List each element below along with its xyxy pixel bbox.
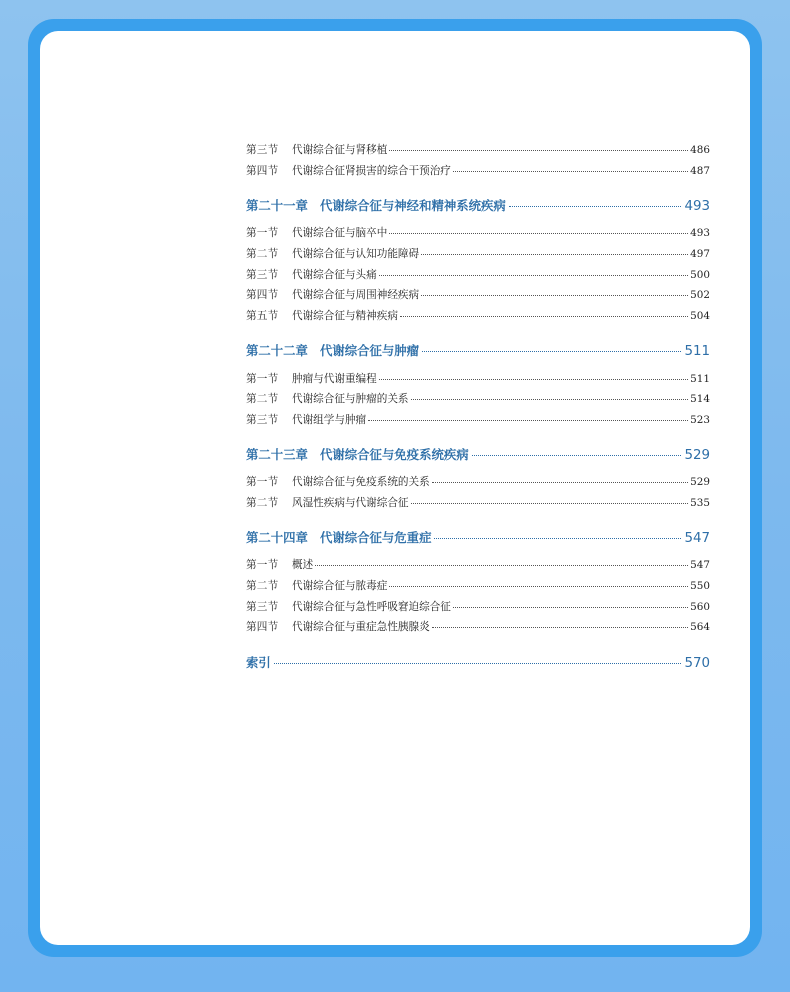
section-number: 第一节 <box>246 373 279 385</box>
section-number: 第三节 <box>246 144 279 156</box>
page-number: 523 <box>690 414 710 426</box>
toc-section-row[interactable] <box>246 619 710 633</box>
page-number: 500 <box>690 269 710 281</box>
section-number: 第四节 <box>246 165 279 177</box>
page-number: 535 <box>690 497 710 509</box>
section-title: 代谢综合征与急性呼吸窘迫综合征 <box>292 601 451 613</box>
chapter-number: 第二十四章 <box>246 530 308 545</box>
toc-section-row[interactable] <box>246 225 710 239</box>
section-number: 第四节 <box>246 621 279 633</box>
chapter-number: 第二十一章 <box>246 198 308 213</box>
toc-section-row[interactable] <box>246 371 710 385</box>
toc-section-row[interactable] <box>246 267 710 281</box>
section-title: 代谢综合征与脓毒症 <box>292 580 388 592</box>
section-number: 第五节 <box>246 310 279 322</box>
dot-leader <box>422 351 681 352</box>
section-number: 第二节 <box>246 580 279 592</box>
toc-section-row[interactable] <box>246 495 710 509</box>
page-number: 511 <box>684 344 710 359</box>
page-number: 550 <box>690 580 710 592</box>
dot-leader <box>389 586 688 587</box>
toc-section-row[interactable] <box>246 391 710 405</box>
section-number: 第三节 <box>246 601 279 613</box>
page-number: 497 <box>690 248 710 260</box>
dot-leader <box>421 254 688 255</box>
page-number: 487 <box>690 165 710 177</box>
toc-section-row[interactable] <box>246 578 710 592</box>
dot-leader <box>432 627 688 628</box>
dot-leader <box>411 399 689 400</box>
page-number: 493 <box>690 227 710 239</box>
page-number: 514 <box>690 393 710 405</box>
toc-chapter-row[interactable] <box>246 341 710 359</box>
section-title: 风湿性疾病与代谢综合征 <box>292 497 409 509</box>
chapter-title: 代谢综合征与神经和精神系统疾病 <box>319 198 506 213</box>
page-number: 564 <box>690 621 710 633</box>
outer-frame <box>28 19 762 957</box>
chapter-number: 第二十三章 <box>246 447 308 462</box>
dot-leader <box>389 233 688 234</box>
section-number: 第一节 <box>246 476 279 488</box>
section-number: 第一节 <box>246 227 279 239</box>
dot-leader <box>368 420 688 421</box>
chapter-number: 第二十二章 <box>246 343 308 358</box>
section-title: 代谢综合征肾损害的综合干预治疗 <box>292 165 451 177</box>
section-title: 代谢综合征与头痛 <box>292 269 377 281</box>
section-title: 代谢综合征与肿瘤的关系 <box>292 393 409 405</box>
toc-section-row[interactable] <box>246 163 710 177</box>
page-number: 502 <box>690 289 710 301</box>
page-number: 547 <box>684 531 710 546</box>
section-title: 代谢综合征与脑卒中 <box>292 227 388 239</box>
page-number: 486 <box>690 144 710 156</box>
dot-leader <box>379 379 688 380</box>
page-number: 529 <box>684 448 710 463</box>
chapter-title: 代谢综合征与肿瘤 <box>319 343 420 358</box>
toc-index-row[interactable] <box>246 653 710 671</box>
dot-leader <box>434 538 681 539</box>
page-number: 570 <box>684 656 710 671</box>
dot-leader <box>421 295 688 296</box>
section-title: 肿瘤与代谢重编程 <box>292 373 377 385</box>
toc-section-row[interactable] <box>246 246 710 260</box>
toc-section-row[interactable] <box>246 308 710 322</box>
section-number: 第四节 <box>246 289 279 301</box>
section-number: 第二节 <box>246 393 279 405</box>
section-title: 代谢综合征与重症急性胰腺炎 <box>292 621 430 633</box>
section-number: 第二节 <box>246 248 279 260</box>
section-number: 第三节 <box>246 414 279 426</box>
chapter-title: 代谢综合征与免疫系统疾病 <box>319 447 469 462</box>
section-title: 代谢组学与肿瘤 <box>292 414 367 426</box>
section-title: 代谢综合征与免疫系统的关系 <box>292 476 430 488</box>
toc-section-row[interactable] <box>246 474 710 488</box>
dot-leader <box>389 150 688 151</box>
page-number: 547 <box>690 559 710 571</box>
page-sheet <box>40 31 750 945</box>
dot-leader <box>274 663 682 664</box>
section-number: 第二节 <box>246 497 279 509</box>
section-number: 第三节 <box>246 269 279 281</box>
dot-leader <box>472 455 682 456</box>
section-title: 概述 <box>292 559 314 571</box>
toc-chapter-row[interactable] <box>246 196 710 214</box>
dot-leader <box>400 316 688 317</box>
page-number: 493 <box>684 199 710 214</box>
dot-leader <box>453 171 688 172</box>
chapter-title: 代谢综合征与危重症 <box>319 530 432 545</box>
dot-leader <box>379 275 688 276</box>
toc-chapter-row[interactable] <box>246 445 710 463</box>
index-title: 索引 <box>246 655 271 670</box>
page-number: 511 <box>690 373 710 385</box>
dot-leader <box>411 503 689 504</box>
page-number: 560 <box>690 601 710 613</box>
dot-leader <box>432 482 688 483</box>
toc-section-row[interactable] <box>246 412 710 426</box>
section-title: 代谢综合征与精神疾病 <box>292 310 398 322</box>
page-number: 504 <box>690 310 710 322</box>
dot-leader <box>315 565 688 566</box>
toc-section-row[interactable] <box>246 599 710 613</box>
section-title: 代谢综合征与周围神经疾病 <box>292 289 420 301</box>
toc-section-row[interactable] <box>246 142 710 156</box>
page-number: 529 <box>690 476 710 488</box>
section-title: 代谢综合征与认知功能障碍 <box>292 248 420 260</box>
toc-chapter-row[interactable] <box>246 528 710 546</box>
section-title: 代谢综合征与肾移植 <box>292 144 388 156</box>
toc-section-row[interactable] <box>246 287 710 301</box>
dot-leader <box>453 607 688 608</box>
toc-section-row[interactable] <box>246 557 710 571</box>
section-number: 第一节 <box>246 559 279 571</box>
dot-leader <box>509 206 682 207</box>
